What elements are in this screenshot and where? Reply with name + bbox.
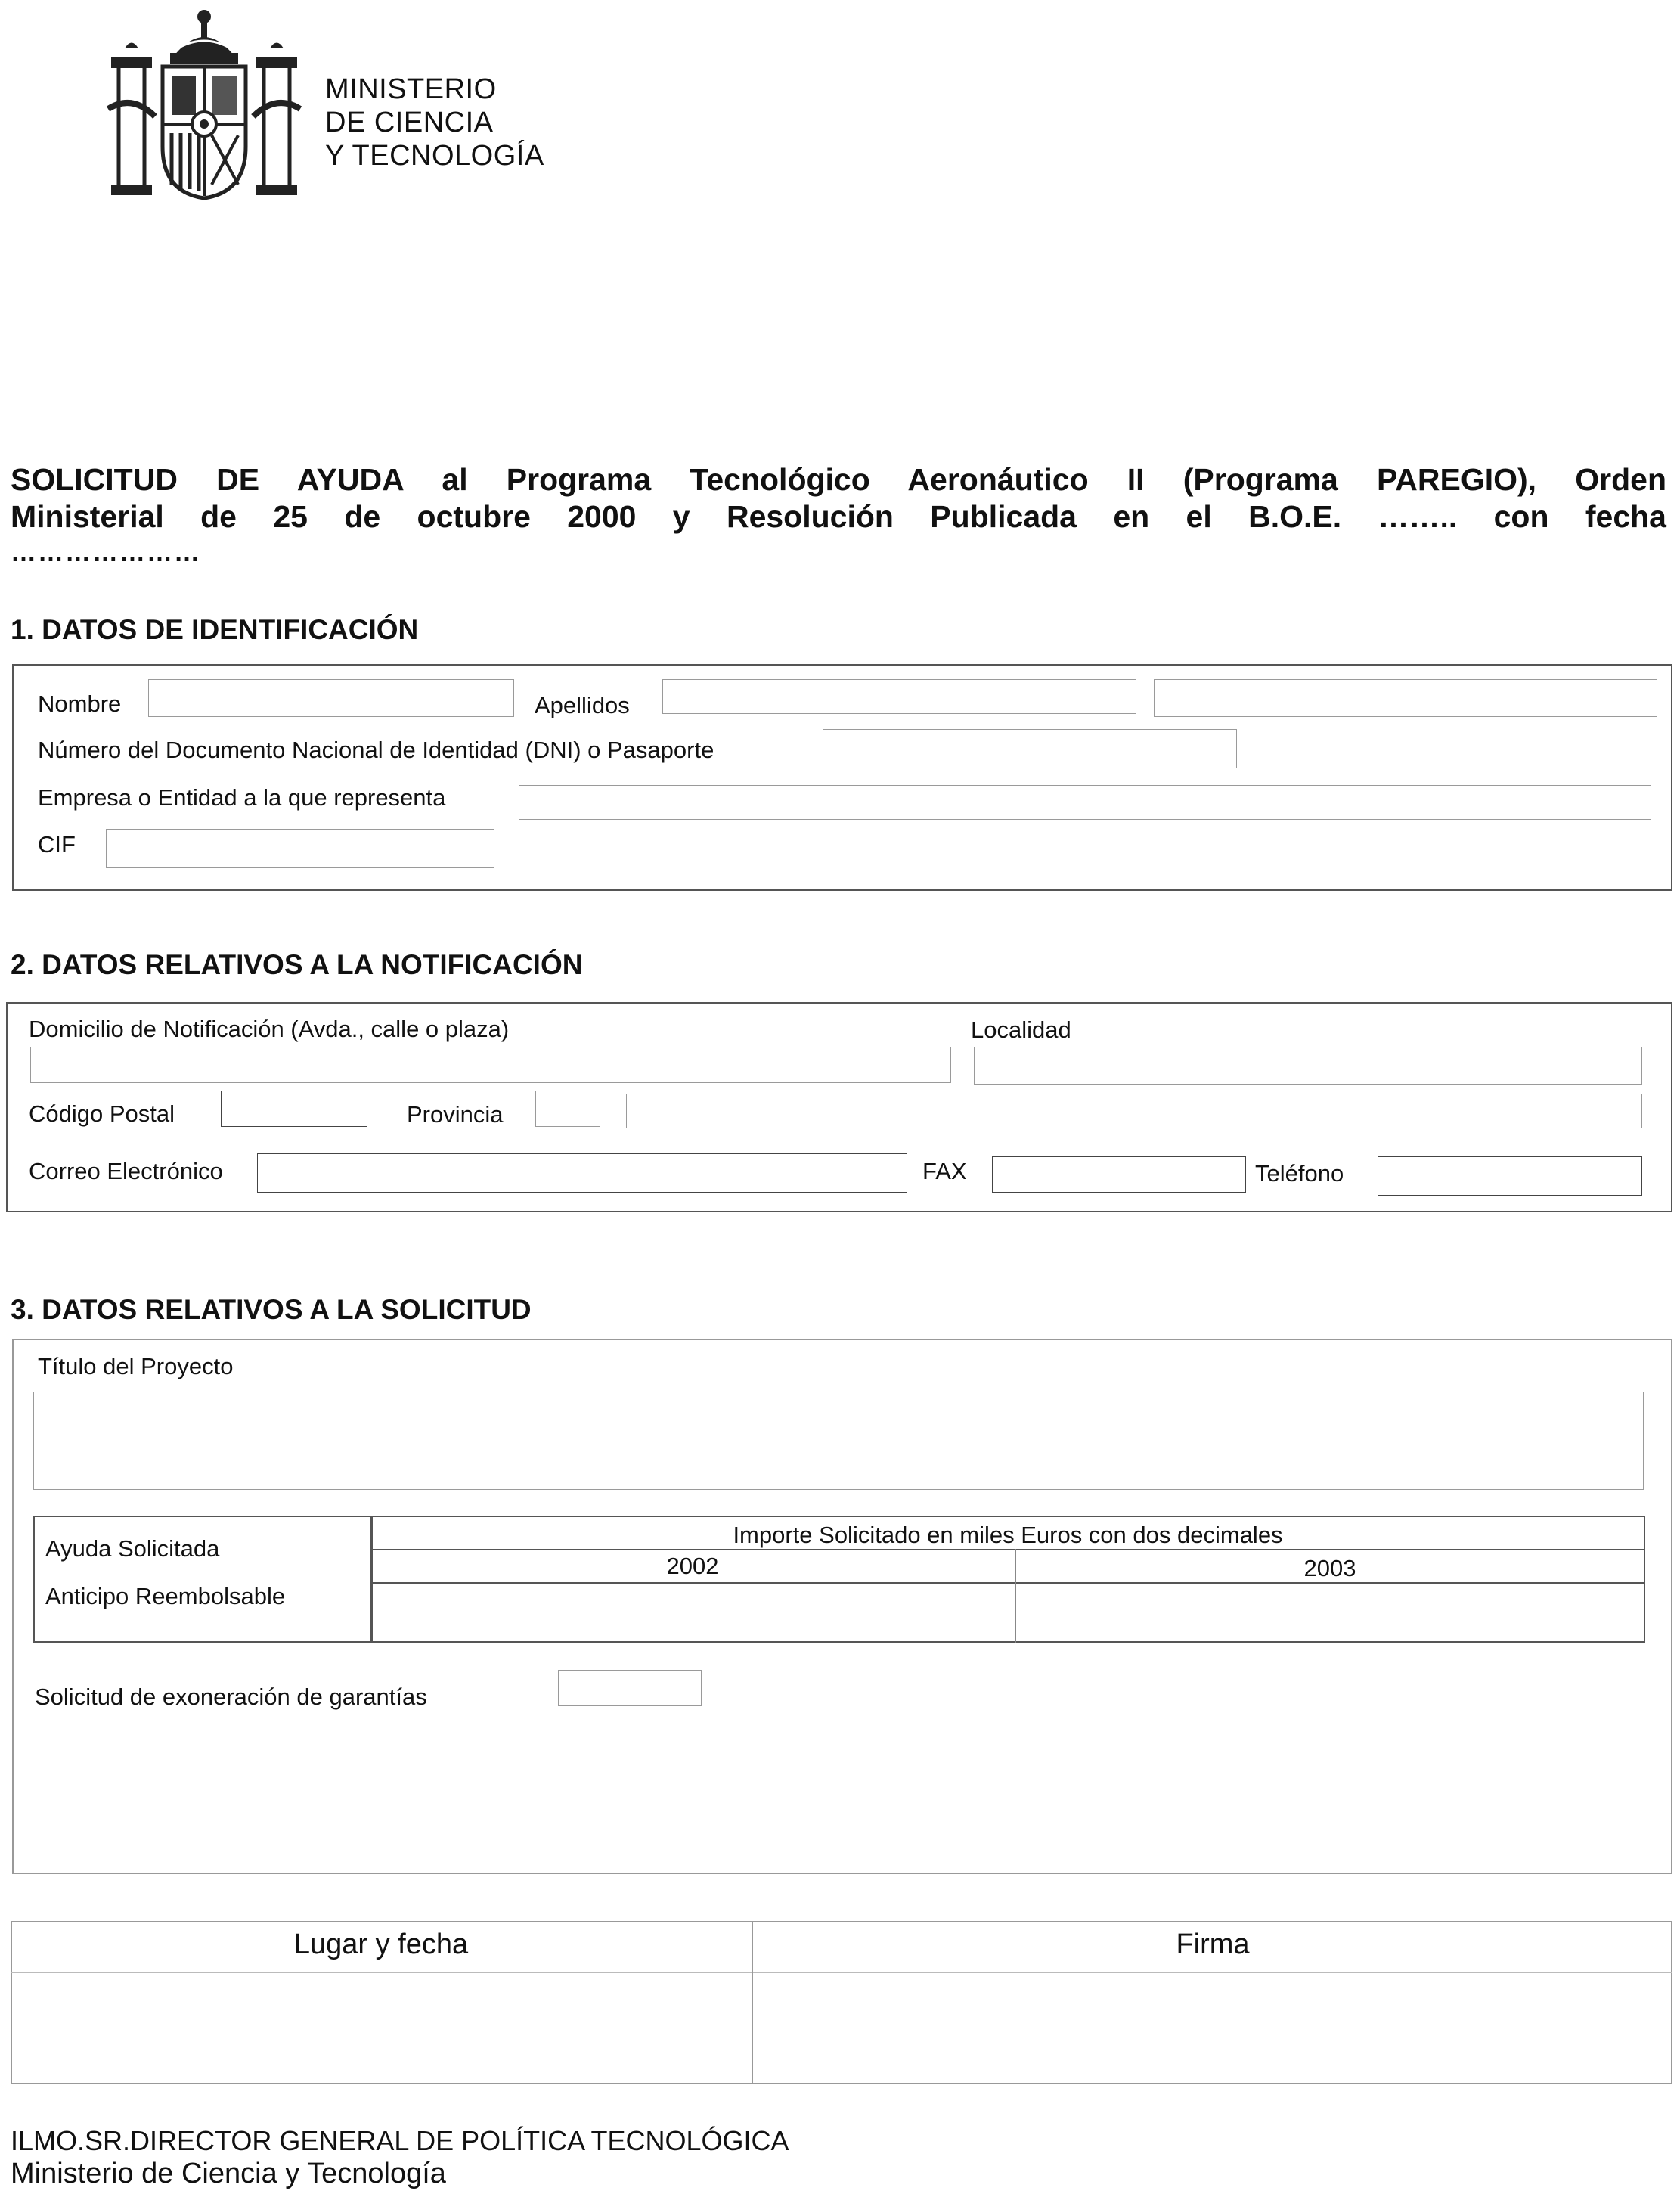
section-1-heading: 1. DATOS DE IDENTIFICACIÓN — [11, 614, 419, 645]
dni-field[interactable] — [823, 729, 1237, 768]
exoneracion-field[interactable] — [558, 1670, 702, 1706]
importe-2002-cell[interactable] — [374, 1584, 1013, 1640]
empresa-label: Empresa o Entidad a la que representa — [38, 784, 446, 811]
lugar-fecha-field[interactable] — [12, 1974, 750, 2083]
section-3-heading: 3. DATOS RELATIVOS A LA SOLICITUD — [11, 1294, 532, 1325]
apellido-2-field[interactable] — [1154, 679, 1657, 717]
domicilio-field[interactable] — [30, 1047, 951, 1083]
domicilio-label: Domicilio de Notificación (Avda., calle o plaza) — [29, 1016, 510, 1042]
firma-label: Firma — [1176, 1929, 1250, 1960]
nombre-label: Nombre — [38, 690, 122, 717]
spain-coat-of-arms-icon — [102, 3, 306, 203]
codigo-postal-label: Código Postal — [29, 1100, 175, 1127]
importe-header: Importe Solicitado en miles Euros con dos decimales — [733, 1522, 1283, 1548]
ayuda-solicitada-label: Ayuda Solicitada — [45, 1535, 220, 1562]
addressee-line-2: Ministerio de Ciencia y Tecnología — [11, 2158, 446, 2189]
cif-field[interactable] — [106, 829, 494, 868]
empresa-field[interactable] — [519, 785, 1651, 820]
apellidos-label: Apellidos — [535, 692, 630, 718]
telefono-label: Teléfono — [1255, 1160, 1344, 1187]
correo-label: Correo Electrónico — [29, 1158, 223, 1184]
fax-label: FAX — [922, 1158, 967, 1184]
dni-label: Número del Documento Nacional de Identidad (DNI) o Pasaporte — [38, 737, 714, 763]
ministry-line-2: DE CIENCIA — [325, 107, 494, 138]
firma-field[interactable] — [755, 1974, 1671, 2083]
fax-field[interactable] — [992, 1156, 1246, 1193]
form-title-line-3: ………………… — [11, 538, 201, 567]
form-title-line-2: Ministerial de 25 de octubre 2000 y Resolución Publicada en el B.O.E. …….. con fecha — [11, 499, 1666, 534]
ministry-line-1: MINISTERIO — [325, 73, 497, 105]
provincia-label: Provincia — [407, 1101, 504, 1128]
provincia-field[interactable] — [626, 1094, 1642, 1128]
telefono-field[interactable] — [1378, 1156, 1642, 1196]
addressee-line-1: ILMO.SR.DIRECTOR GENERAL DE POLÍTICA TECNOLÓGICA — [11, 2125, 789, 2156]
form-title-line-1: SOLICITUD DE AYUDA al Programa Tecnológico Aeronáutico II (Programa PAREGIO), Orden — [11, 462, 1666, 497]
localidad-label: Localidad — [971, 1016, 1071, 1043]
provincia-code-field[interactable] — [535, 1091, 600, 1127]
titulo-proyecto-label: Título del Proyecto — [38, 1353, 234, 1379]
apellido-1-field[interactable] — [662, 679, 1136, 714]
ministry-name — [325, 73, 544, 172]
anticipo-reembolsable-label: Anticipo Reembolsable — [45, 1583, 286, 1609]
nombre-field[interactable] — [148, 679, 514, 717]
cif-label: CIF — [38, 831, 76, 858]
section-2-heading: 2. DATOS RELATIVOS A LA NOTIFICACIÓN — [11, 949, 583, 980]
year-2002-header: 2002 — [666, 1553, 719, 1579]
codigo-postal-field[interactable] — [221, 1091, 367, 1127]
year-2003-header: 2003 — [1303, 1555, 1356, 1581]
localidad-field[interactable] — [974, 1047, 1642, 1085]
exoneracion-label: Solicitud de exoneración de garantías — [35, 1683, 427, 1710]
lugar-fecha-label: Lugar y fecha — [293, 1929, 469, 1960]
importe-2003-cell[interactable] — [1018, 1584, 1642, 1640]
titulo-proyecto-field[interactable] — [33, 1392, 1644, 1490]
correo-field[interactable] — [257, 1153, 907, 1193]
ministry-line-3: Y TECNOLOGÍA — [325, 140, 544, 172]
